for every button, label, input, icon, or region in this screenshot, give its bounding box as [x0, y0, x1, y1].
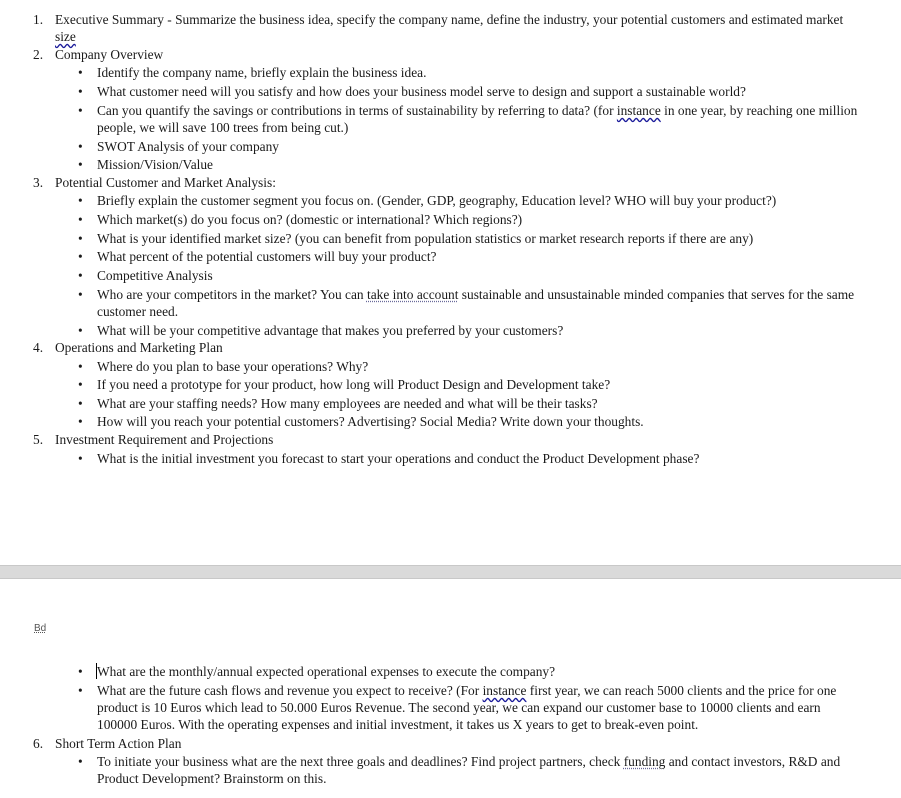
list-item-customer-market-analysis: [33, 174, 863, 191]
bullet-item: • Who are your competitors in the market? You can take into account sustainable and unsustainable minded companies that serves for the same customer need.: [78, 287, 855, 319]
list-item-company-overview: [33, 46, 863, 63]
bullet-glyph: •: [78, 414, 83, 429]
bullet-glyph: •: [78, 323, 83, 338]
bullet-glyph: •: [78, 139, 83, 154]
bullet-glyph: •: [78, 157, 83, 172]
bullet-glyph: •: [78, 396, 83, 411]
bullet-glyph: •: [78, 84, 83, 99]
list-item-operations-marketing: [33, 339, 863, 356]
bullet-item: • Identify the company name, briefly explain the business idea.: [78, 65, 427, 80]
bullet-item: • What are the monthly/annual expected operational expenses to execute the company?: [78, 664, 556, 679]
bullet-glyph: •: [78, 287, 83, 302]
bullet-glyph: •: [78, 377, 83, 392]
bullet-item: • How will you reach your potential customers? Advertising? Social Media? Write down your thoughts.: [78, 414, 644, 429]
list-item-text: Short Term Action Plan: [55, 736, 182, 751]
bullet-glyph: •: [78, 212, 83, 227]
list-number: 5.: [33, 432, 44, 447]
page-separator: [0, 565, 901, 579]
bullet-item: • What is the initial investment you forecast to start your operations and conduct the Product Development phase?: [78, 451, 700, 466]
list-item-investment: [33, 431, 863, 448]
bullet-glyph: •: [78, 451, 83, 466]
bullet-glyph: •: [78, 268, 83, 283]
list-item-short-term-plan: [33, 735, 863, 752]
bullet-item: • Mission/Vision/Value: [78, 157, 213, 172]
list-number: 1.: [33, 12, 44, 27]
bullet-glyph: •: [78, 103, 83, 118]
bullet-item: • Where do you plan to base your operations? Why?: [78, 359, 369, 374]
list-number: 4.: [33, 340, 44, 355]
spelling-flag-word[interactable]: instance: [616, 103, 661, 118]
list-item-executive-summary: [33, 11, 863, 45]
grammar-flag-phrase[interactable]: take into account: [366, 287, 459, 302]
bullet-item: • What is your identified market size? (you can benefit from population statistics or market research reports if there are any): [78, 231, 754, 246]
text-cursor: [96, 663, 97, 679]
list-item-text: Investment Requirement and Projections: [55, 432, 274, 447]
grammar-flag-word[interactable]: funding: [623, 754, 666, 769]
bullet-glyph: •: [78, 683, 83, 698]
bullet-item: • What are your staffing needs? How many employees are needed and what will be their tasks?: [78, 396, 598, 411]
bullet-item: • If you need a prototype for your product, how long will Product Design and Development take?: [78, 377, 611, 392]
bullet-item: • Can you quantify the savings or contributions in terms of sustainability by referring to data? (for instance in one year, by reaching one million people, we will save 100 trees from being cut.): [78, 103, 858, 135]
list-item-text: Company Overview: [55, 47, 164, 62]
document-page-2[interactable]: [0, 579, 901, 798]
bullet-glyph: •: [78, 193, 83, 208]
bullet-glyph: •: [78, 664, 83, 679]
bullet-glyph: •: [78, 359, 83, 374]
bullet-item: • Competitive Analysis: [78, 268, 213, 283]
bullet-item: • What percent of the potential customers will buy your product?: [78, 249, 437, 264]
bullet-glyph: •: [78, 231, 83, 246]
bullet-item: • To initiate your business what are the next three goals and deadlines? Find project partners, check funding and contact investors, R&D and Product Development? Brainstorm on this.: [78, 754, 841, 786]
list-item-text: Operations and Marketing Plan: [55, 340, 223, 355]
bullet-item: • What will be your competitive advantage that makes you preferred by your customers?: [78, 323, 564, 338]
spelling-flag-word[interactable]: size: [55, 29, 76, 44]
bullet-glyph: •: [78, 754, 83, 769]
spelling-flag-word[interactable]: instance: [482, 683, 527, 698]
bullet-glyph: •: [78, 249, 83, 264]
list-item-text: Potential Customer and Market Analysis:: [55, 175, 276, 190]
formatting-marker[interactable]: Bd: [34, 623, 47, 634]
bullet-item: • Briefly explain the customer segment you focus on. (Gender, GDP, geography, Education level? WHO will buy your product?): [78, 193, 777, 208]
bullet-item: • What are the future cash flows and revenue you expect to receive? (For instance first year, we can reach 5000 clients and the price for one product is 10 Euros which lead to 50.000 Euros Revenue. The second year, we can expand our customer base to 10000 clients and earn 100000 Euros. With the operating expenses and initial investment, it takes us X years to get to break-even point.: [78, 683, 837, 732]
bullet-item: • SWOT Analysis of your company: [78, 139, 279, 154]
bullet-item: • What customer need will you satisfy and how does your business model serve to design and support a sustainable world?: [78, 84, 746, 99]
bullet-glyph: •: [78, 65, 83, 80]
list-number: 3.: [33, 175, 44, 190]
list-number: 2.: [33, 47, 44, 62]
list-number: 6.: [33, 736, 44, 751]
bullet-item: • Which market(s) do you focus on? (domestic or international? Which regions?): [78, 212, 523, 227]
list-item-text: Executive Summary - Summarize the business idea, specify the company name, define the industry, your potential customers and estimated market: [55, 12, 844, 27]
